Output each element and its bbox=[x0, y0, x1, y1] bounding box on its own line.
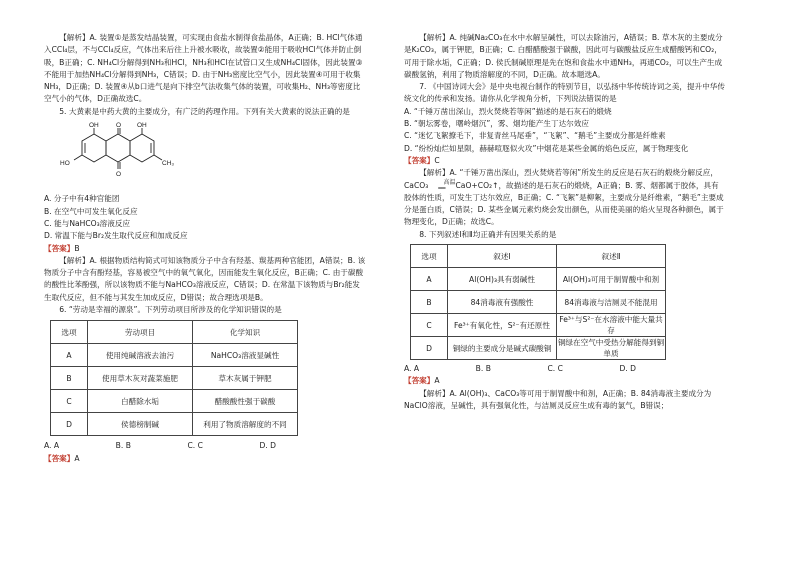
mol-o-label-1: O bbox=[116, 122, 122, 130]
q8-header-option: 选项 bbox=[411, 245, 448, 268]
table-row bbox=[51, 367, 298, 390]
q7-option-a: A. “千锤万凿出深山，烈火焚烧若等闲”描述的是石灰石的煅烧 bbox=[404, 106, 612, 116]
analysis-q4 bbox=[44, 32, 367, 106]
answer-5 bbox=[44, 243, 367, 255]
q6-option-a: A. A bbox=[44, 441, 60, 451]
table-cell: C bbox=[51, 390, 88, 413]
answer-7 bbox=[404, 155, 725, 167]
question-7: 7. 《中国诗词大会》是中央电视台制作的特别节目，以弘扬中华传统诗词之美，提升中华传统文化的传承和发扬。请你从化学视角分析，下列说法错误的是 bbox=[404, 82, 725, 104]
answer-6 bbox=[44, 453, 367, 465]
answer-6-label: 【答案】 bbox=[44, 453, 75, 463]
analysis-q5: 【解析】A. 根据物质结构简式可知该物质分子中含有羟基、羰基两种官能团，A错误；B. 该物质分子中含有酚羟基，容易被空气中的氧气氧化，因而能发生氧化反应，B正确；C. 由于碳酸的酸性比苯酚强，所以该物质不能与NaHCO₃溶液反应，C错误；D. 在常温下该物质与Br₂能发生取代反应，但不能与其发生加成反应，D错误；故合理选项是B。 bbox=[44, 255, 366, 302]
right-column bbox=[404, 32, 725, 412]
answer-8-label: 【答案】 bbox=[404, 376, 435, 386]
table-row bbox=[51, 390, 298, 413]
q6-header-project: 劳动项目 bbox=[88, 321, 193, 344]
q5-option-d: D. 常温下能与Br₂发生取代反应和加成反应 bbox=[44, 231, 188, 241]
mol-ch3-label: CH₃ bbox=[162, 160, 175, 168]
q6-table bbox=[50, 320, 298, 436]
table-cell: 84消毒液有强酸性 bbox=[448, 291, 557, 314]
mol-oh-label-1: OH bbox=[89, 122, 99, 130]
left-column bbox=[44, 32, 367, 465]
mol-ho-label: HO bbox=[60, 160, 70, 168]
table-row bbox=[411, 337, 666, 360]
q6-option-b: B. B bbox=[115, 441, 131, 451]
table-row bbox=[51, 344, 298, 367]
table-cell: 醋酸酸性强于碳酸 bbox=[193, 390, 298, 413]
table-cell: Al(OH)₃具有弱碱性 bbox=[448, 268, 557, 291]
q7-option-b: B. “朝坛雾卷，曙岭烟沉”，雾、烟均能产生丁达尔效应 bbox=[404, 119, 589, 129]
answer-8-value: A bbox=[434, 376, 440, 386]
analysis-q8: 【解析】A. Al(OH)₃、CaCO₃等可用于制胃酸中和剂，A正确；B. 84消毒液主要成分为NaClO溶液，呈碱性，具有强氧化性，与洁厕灵反应生成有毒的氯气，B错误； bbox=[404, 388, 712, 410]
q8-header-statement-2: 叙述Ⅱ bbox=[557, 245, 666, 268]
answer-7-label: 【答案】 bbox=[404, 155, 435, 165]
table-cell: B bbox=[411, 291, 448, 314]
table-cell: NaHCO₃溶液显碱性 bbox=[193, 344, 298, 367]
q8-option-b: B. B bbox=[475, 364, 491, 374]
table-cell: D bbox=[411, 337, 448, 360]
question-8: 8. 下列叙述Ⅰ和Ⅱ均正确并有因果关系的是 bbox=[419, 229, 557, 239]
q5-option-c: C. 能与NaHCO₃溶液反应 bbox=[44, 218, 131, 228]
table-cell: B bbox=[51, 367, 88, 390]
q8-table bbox=[410, 244, 666, 360]
q6-option-d: D. D bbox=[259, 441, 276, 451]
table-row bbox=[411, 314, 666, 337]
mol-o-label-2: O bbox=[116, 171, 122, 179]
equation-condition-text: 高温 bbox=[443, 178, 456, 186]
emodin-structure-svg bbox=[52, 121, 192, 187]
table-cell: 利用了物质溶解度的不同 bbox=[193, 413, 298, 436]
question-5: 5. 大黄素是中药大黄的主要成分，有广泛的药理作用。下列有关大黄素的说法正确的是 bbox=[59, 106, 350, 116]
answer-5-value: B bbox=[74, 243, 80, 253]
answer-6-value: A bbox=[74, 453, 80, 463]
equation-reactant: CaCO₃ bbox=[404, 180, 429, 190]
q5-option-b: B. 在空气中可发生氧化反应 bbox=[44, 206, 138, 216]
q8-header-statement-1: 叙述Ⅰ bbox=[448, 245, 557, 268]
q6-header-knowledge: 化学知识 bbox=[193, 321, 298, 344]
q8-options bbox=[404, 363, 636, 375]
table-row bbox=[51, 413, 298, 436]
table-cell: 铜绿在空气中受热分解能得到铜单质 bbox=[557, 338, 665, 359]
table-row bbox=[411, 268, 666, 291]
table-cell: 白醋除水垢 bbox=[88, 390, 193, 413]
q6-options bbox=[44, 440, 276, 452]
emodin-structure bbox=[52, 121, 367, 191]
table-cell: Al(OH)₃可用于制胃酸中和剂 bbox=[557, 268, 666, 291]
q8-table-header bbox=[411, 245, 666, 268]
table-cell: 草木灰属于钾肥 bbox=[193, 367, 298, 390]
table-cell: A bbox=[51, 344, 88, 367]
analysis-q7 bbox=[404, 167, 725, 228]
answer-7-value: C bbox=[434, 155, 440, 165]
table-cell: 使用草木灰对蔬菜施肥 bbox=[88, 367, 193, 390]
table-cell: C bbox=[411, 314, 448, 337]
q7-option-d: D. “纷纷灿烂如星陨，赫赫喧豗似火攻”中烟花是某些金属的焰色反应，属于物理变化 bbox=[404, 143, 689, 153]
q8-option-a: A. A bbox=[404, 364, 420, 374]
table-cell: Fe³⁺有氧化性，S²⁻有还原性 bbox=[448, 314, 557, 337]
answer-8 bbox=[404, 375, 725, 387]
table-cell: D bbox=[51, 413, 88, 436]
table-cell: 使用纯碱溶液去油污 bbox=[88, 344, 193, 367]
analysis-q6: 【解析】A. 纯碱Na₂CO₃在水中水解呈碱性，可以去除油污，A错误；B. 草木灰的主要成分是K₂CO₃，属于钾肥，B正确；C. 白醋醋酸强于碳酸，因此可与碳酸盐反应生成醋酸钙和CO₂，可用于除水垢，C正确；D. 侯氏制碱原理是先在饱和食盐水中通NH₃，再通CO₂，可以生产生成碳酸氢钠，利用了物质溶解度的不同，D正确。故本题选A。 bbox=[404, 33, 723, 79]
q5-option-a: A. 分子中有4种官能团 bbox=[44, 194, 120, 204]
q8-option-c: C. C bbox=[547, 364, 563, 374]
table-row bbox=[411, 291, 666, 314]
analysis-q7-rest: CaO+CO₂↑，故描述的是石灰石的煅烧，A正确；B. 雾、烟都属于胶体，具有胶体的性质，可发生丁达尔效应，B正确；C. “飞絮”是柳絮，主要成分是纤维素，“鹅毛”主要成分是蛋白质，C错误；D. 某些金属元素灼烧会发出颜色，从而使美丽的焰火呈现各种颜色，属于物理变化，D正确；故选C。 bbox=[404, 180, 724, 227]
question-6: 6. “劳动是幸福的源泉”。下列劳动项目所涉及的化学知识错误的是 bbox=[59, 305, 282, 315]
q6-option-c: C. C bbox=[187, 441, 203, 451]
table-cell: 84消毒液与洁厕灵不能混用 bbox=[557, 291, 666, 314]
analysis-q4-text: 【解析】A. 装置①是蒸发结晶装置，可实现由食盐水制得食盐晶体，A正确；B. HCl气体通入CCl₄层，不与CCl₄反应，气体出来后往上升被水吸收，故装置②能用于吸收HCl气体并防止倒吸，B正确；C. NH₄Cl分解得到NH₃和HCl，NH₃和HCl在试管口又生成NH₄Cl固体，因此装置③不能用于加热NH₄Cl分解得到NH₃，C错误；D. 由于NH₃密度比空气小，因此装置④可用于收集NH₃，D正确；D. 装置④从b口进气是向下排空气法收集气体的装置，可收集H₂、NH₃等密度比空气小的气体，D正确 bbox=[44, 33, 363, 104]
q8-option-d: D. D bbox=[619, 364, 636, 374]
table-cell: Fe³⁺与S²⁻在水溶液中能大量共存 bbox=[557, 314, 666, 337]
q6-header-option: 选项 bbox=[51, 321, 88, 344]
table-cell: 铜绿的主要成分是碱式碳酸铜 bbox=[448, 337, 557, 360]
analysis-q4-tail: 故选C。 bbox=[118, 94, 147, 104]
mol-oh-label-2: OH bbox=[137, 122, 147, 130]
answer-5-label: 【答案】 bbox=[44, 243, 75, 253]
q7-option-c: C. “迷忆飞絮撩毛下，非复青丝马尾垂”，“飞絮”、“鹅毛”主要成分都是纤维素 bbox=[404, 131, 666, 141]
table-cell: 侯德榜制碱 bbox=[88, 413, 193, 436]
equation-condition: 高温 ══ bbox=[438, 178, 456, 192]
q6-table-header bbox=[51, 321, 298, 344]
table-cell: A bbox=[411, 268, 448, 291]
analysis-q7-intro: 【解析】A. “千锤万凿出深山，烈火焚烧若等闲”所发生的反应是石灰石的煅烧分解反应， bbox=[419, 168, 718, 178]
